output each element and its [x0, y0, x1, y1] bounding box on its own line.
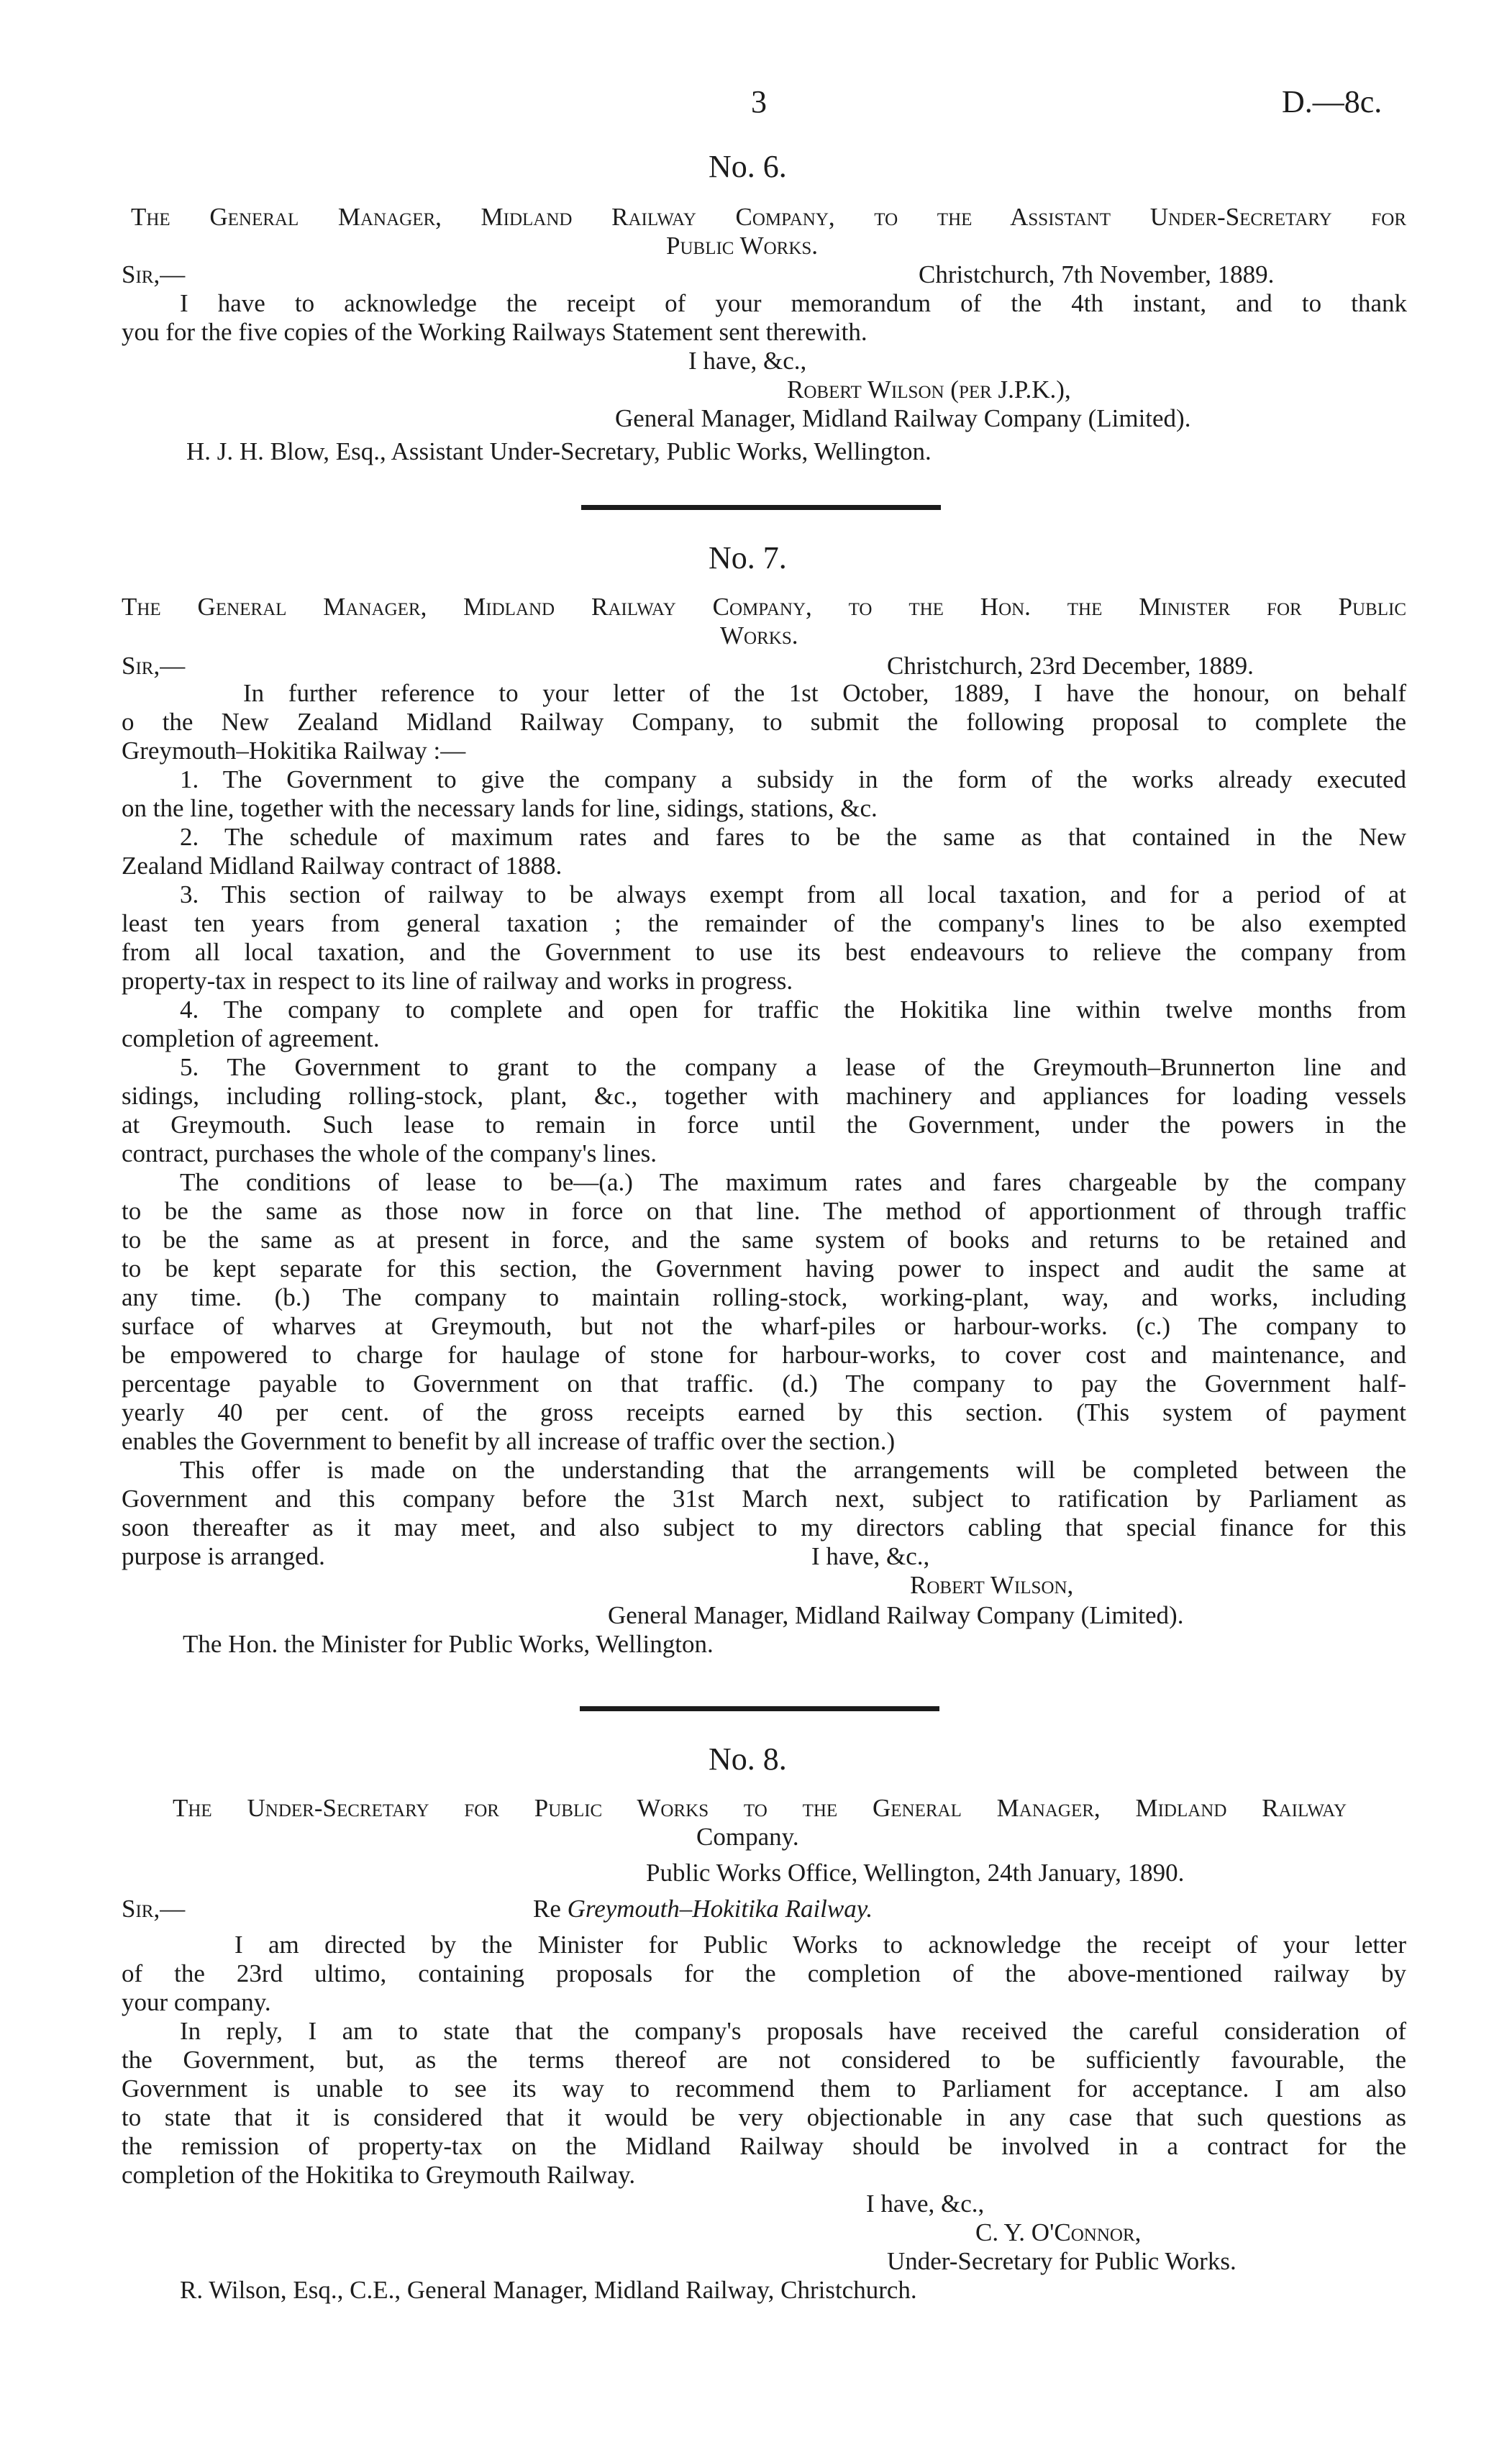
body-line: property-tax in respect to its line of railway and works in progress.	[122, 967, 793, 995]
signature: Robert Wilson (per J.P.K.),	[787, 375, 1071, 404]
body-line: Government and this company before the 31st March next, subject to ratification by Parliament as	[122, 1485, 1406, 1513]
body-line: Greymouth–Hokitika Railway :—	[122, 737, 466, 765]
body-line: to be the same as those now in force on that line. The method of apportionment of through traffic	[122, 1197, 1406, 1225]
place-date: Public Works Office, Wellington, 24th January, 1890.	[646, 1859, 1185, 1887]
body-line: the remission of property-tax on the Midland Railway should be involved in a contract for the	[122, 2132, 1406, 2160]
body-line: any time. (b.) The company to maintain rolling-stock, working-plant, way, and works, including	[122, 1283, 1406, 1311]
closing: I have, &c.,	[866, 2190, 985, 2218]
signature-title: Under-Secretary for Public Works.	[887, 2247, 1237, 2275]
letter-heading	[173, 1794, 1347, 1823]
subject-title: Greymouth–Hokitika Railway.	[567, 1895, 873, 1923]
letter-heading	[131, 203, 1406, 232]
signature: Robert Wilson,	[910, 1571, 1074, 1599]
letter-heading-line: The General Manager, Midland Railway Company, to the Hon. the Minister for Public	[122, 593, 1406, 621]
body-line: at Greymouth. Such lease to remain in force until the Government, under the powers in the	[122, 1111, 1406, 1139]
letter-number: No. 8.	[709, 1741, 787, 1777]
letter-heading: Works.	[720, 621, 798, 650]
closing: I have, &c.,	[688, 347, 807, 375]
salutation: Sir,—	[122, 1895, 186, 1923]
body-line: 5. The Government to grant to the company a lease of the Greymouth–Brunnerton line and	[180, 1053, 1406, 1081]
subject-prefix: Re	[533, 1895, 561, 1923]
salutation: Sir,—	[122, 260, 186, 288]
body-line: on the line, together with the necessary lands for line, sidings, stations, &c.	[122, 794, 878, 822]
letter-heading-line: The Under-Secretary for Public Works to the General Manager, Midland Railway	[173, 1794, 1347, 1822]
body-line: 4. The company to complete and open for traffic the Hokitika line within twelve months from	[180, 996, 1406, 1024]
place-date: Christchurch, 23rd December, 1889.	[887, 652, 1254, 680]
letter-heading: Company.	[696, 1823, 799, 1851]
letter-number: No. 6.	[709, 149, 787, 184]
body-line: The conditions of lease to be—(a.) The maximum rates and fares chargeable by the company	[180, 1168, 1406, 1196]
body-line: I am directed by the Minister for Public Works to acknowledge the receipt of your letter	[234, 1931, 1406, 1959]
page-number: 3	[751, 84, 767, 119]
body-line: In further reference to your letter of the 1st October, 1889, I have the honour, on behalf	[243, 679, 1406, 707]
body-line: enables the Government to benefit by all increase of traffic over the section.)	[122, 1427, 896, 1455]
section-divider	[581, 505, 941, 510]
body-line: least ten years from general taxation ; the remainder of the company's lines to be also exempted	[122, 909, 1406, 937]
body-line: 3. This section of railway to be always exempt from all local taxation, and for a period of at	[180, 880, 1406, 908]
body-line: percentage payable to Government on that traffic. (d.) The company to pay the Government half-	[122, 1370, 1406, 1398]
body-line: you for the five copies of the Working Railways Statement sent therewith.	[122, 318, 867, 346]
body-line: surface of wharves at Greymouth, but not the wharf-piles or harbour-works. (c.) The company to	[122, 1312, 1406, 1340]
body-line: to state that it is considered that it would be very objectionable in any case that such questions as	[122, 2103, 1406, 2131]
body-line: contract, purchases the whole of the company's lines.	[122, 1139, 657, 1167]
place-date: Christchurch, 7th November, 1889.	[919, 260, 1275, 288]
body-line: In reply, I am to state that the company's proposals have received the careful consideration of	[180, 2017, 1406, 2045]
body-line: completion of agreement.	[122, 1024, 380, 1052]
letter-number: No. 7.	[709, 540, 787, 575]
body-line: completion of the Hokitika to Greymouth Railway.	[122, 2161, 636, 2189]
addressee: The Hon. the Minister for Public Works, Wellington.	[183, 1630, 714, 1658]
body-line: 1. The Government to give the company a subsidy in the form of the works already executed	[180, 765, 1406, 793]
addressee: H. J. H. Blow, Esq., Assistant Under-Secretary, Public Works, Wellington.	[186, 437, 932, 465]
body-line: I have to acknowledge the receipt of your memorandum of the 4th instant, and to thank	[180, 289, 1407, 317]
letter-heading-line: The General Manager, Midland Railway Company, to the Assistant Under-Secretary for	[131, 203, 1406, 231]
addressee: R. Wilson, Esq., C.E., General Manager, Midland Railway, Christchurch.	[180, 2276, 917, 2304]
body-line: of the 23rd ultimo, containing proposals for the completion of the above-mentioned railway by	[122, 1959, 1406, 1987]
body-line: Government is unable to see its way to recommend them to Parliament for acceptance. I am also	[122, 2074, 1406, 2103]
body-line: yearly 40 per cent. of the gross receipts earned by this section. (This system of payment	[122, 1398, 1406, 1426]
body-line: o the New Zealand Midland Railway Company, to submit the following proposal to complete the	[122, 708, 1406, 736]
salutation: Sir,—	[122, 652, 186, 680]
subject-line	[533, 1895, 873, 1923]
body-line: the Government, but, as the terms thereof are not considered to be sufficiently favourable, the	[122, 2046, 1406, 2074]
body-line: Zealand Midland Railway contract of 1888.	[122, 852, 563, 880]
closing: I have, &c.,	[811, 1542, 930, 1570]
body-line: 2. The schedule of maximum rates and fares to be the same as that contained in the New	[180, 823, 1406, 851]
letter-heading	[122, 593, 1406, 621]
signature-title: General Manager, Midland Railway Company (Limited).	[608, 1601, 1184, 1629]
body-line: from all local taxation, and the Government to use its best endeavours to relieve the company from	[122, 938, 1406, 966]
body-line: soon thereafter as it may meet, and also subject to my directors cabling that special finance for this	[122, 1513, 1406, 1541]
signature: C. Y. O'Connor,	[975, 2218, 1142, 2246]
body-line: This offer is made on the understanding that the arrangements will be completed between the	[180, 1456, 1406, 1484]
body-line: sidings, including rolling-stock, plant, &c., together with machinery and appliances for loading vessels	[122, 1082, 1406, 1110]
signature-title: General Manager, Midland Railway Company (Limited).	[615, 404, 1191, 432]
letter-heading: Public Works.	[666, 232, 819, 260]
body-line: to be the same as at present in force, and the same system of books and returns to be retained and	[122, 1226, 1406, 1254]
body-line: your company.	[122, 1988, 271, 2016]
body-line: be empowered to charge for haulage of stone for harbour-works, to cover cost and maintenance, and	[122, 1341, 1406, 1369]
body-line: purpose is arranged.	[122, 1542, 325, 1570]
section-divider	[580, 1706, 939, 1711]
body-line: to be kept separate for this section, the Government having power to inspect and audit the same at	[122, 1254, 1406, 1283]
document-code: D.—8c.	[1282, 84, 1383, 119]
